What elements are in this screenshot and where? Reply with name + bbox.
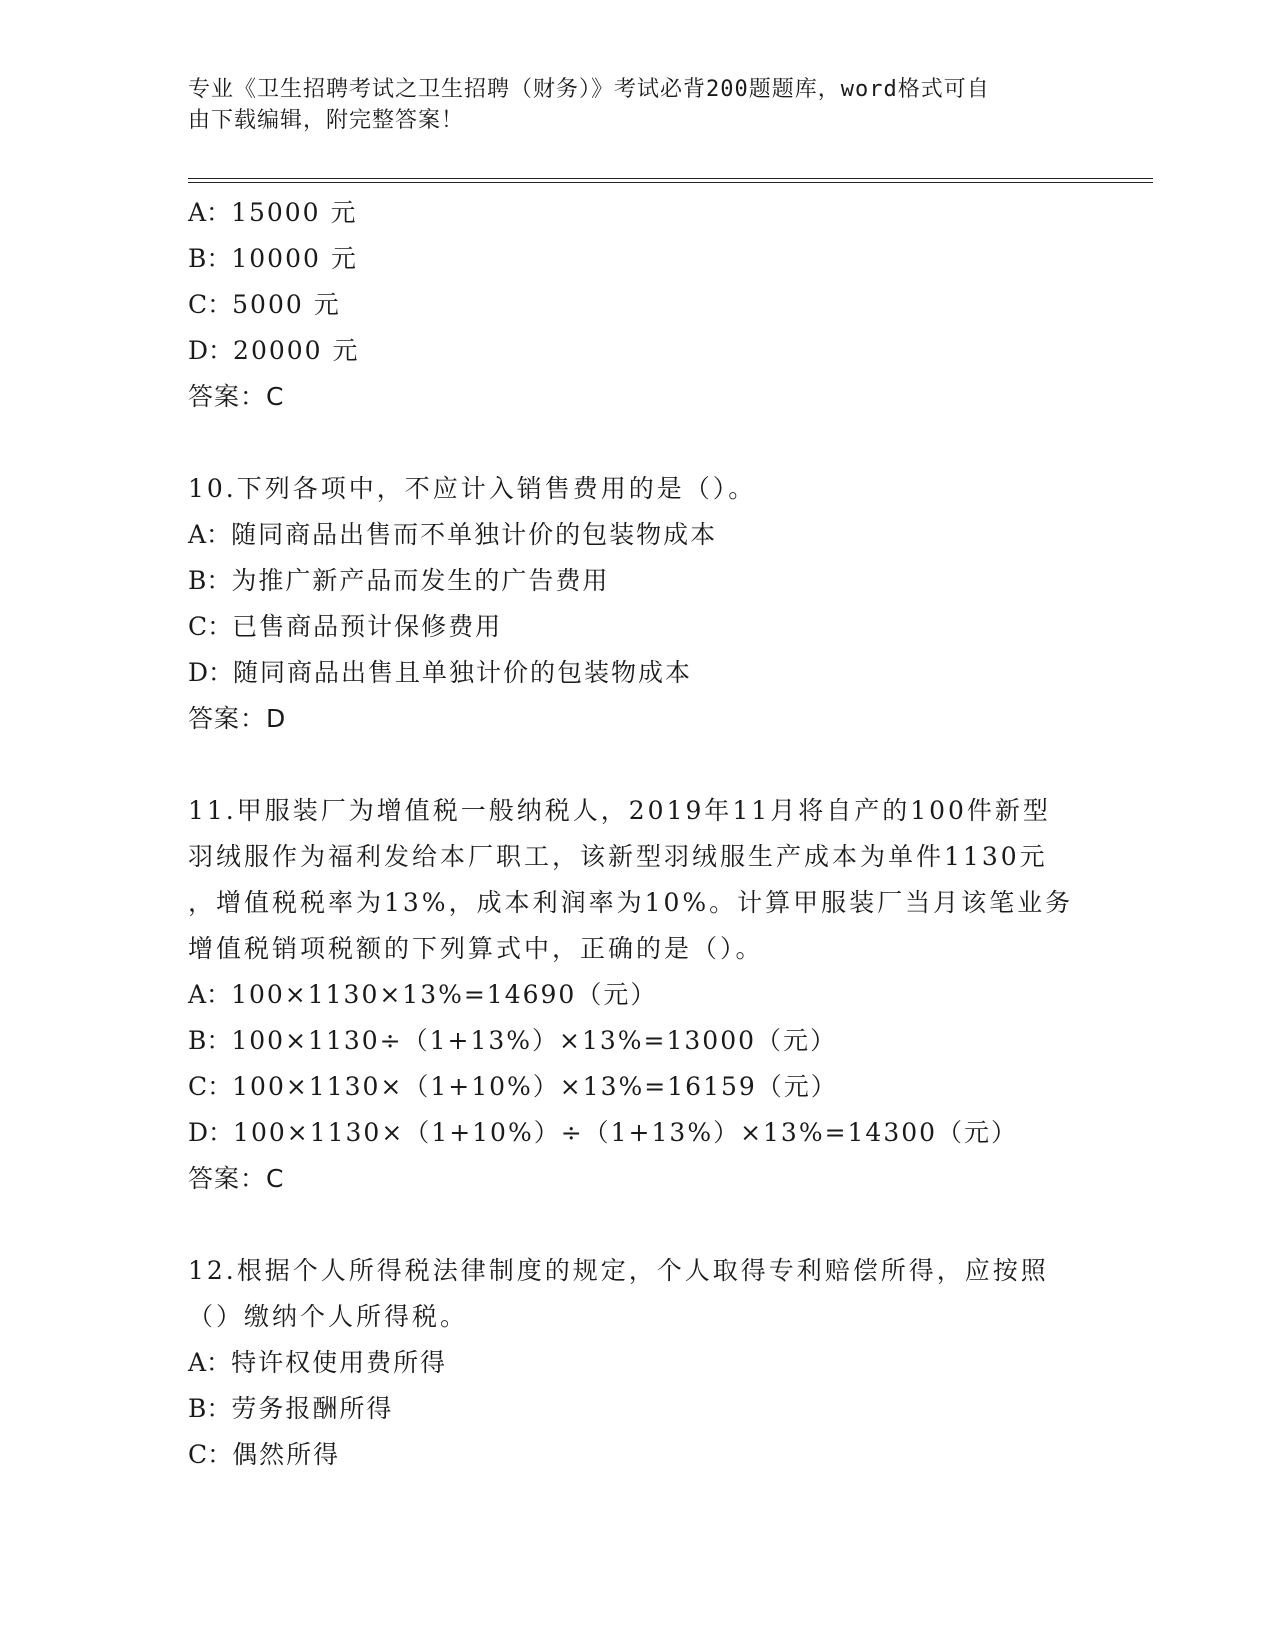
option-c: C：已售商品预计保修费用 <box>188 612 503 641</box>
option-a: A：15000 元 <box>188 198 358 227</box>
option-b: B：100×1130÷（1+13%）×13%=13000（元） <box>188 1026 838 1055</box>
spacer <box>188 420 1088 466</box>
option-d: D：随同商品出售且单独计价的包装物成本 <box>188 658 693 687</box>
question-stem-line: 羽绒服作为福利发给本厂职工，该新型羽绒服生产成本为单件1130元 <box>188 842 1048 871</box>
header-divider-top <box>188 178 1153 179</box>
question-stem-line: 12.根据个人所得税法律制度的规定，个人取得专利赔偿所得，应按照 <box>188 1256 1049 1285</box>
option-b: B：10000 元 <box>188 244 358 273</box>
option-c: C：100×1130×（1+10%）×13%=16159（元） <box>188 1072 838 1101</box>
option-a: A：100×1130×13%=14690（元） <box>188 980 658 1009</box>
answer: 答案：D <box>188 704 287 733</box>
header-divider-bottom <box>188 182 1153 183</box>
question-12 <box>188 1248 1088 1478</box>
option-a: A：特许权使用费所得 <box>188 1348 448 1377</box>
answer: 答案：C <box>188 382 285 411</box>
option-a: A：随同商品出售而不单独计价的包装物成本 <box>188 520 718 549</box>
option-b: B：劳务报酬所得 <box>188 1394 394 1423</box>
question-11 <box>188 788 1088 1202</box>
question-stem-line: 增值税销项税额的下列算式中，正确的是（）。 <box>188 934 764 963</box>
option-d: D：20000 元 <box>188 336 360 365</box>
question-content <box>188 190 1088 1478</box>
document-header <box>188 74 1088 136</box>
header-line-2: 由下载编辑，附完整答案！ <box>188 108 465 133</box>
option-c: C：5000 元 <box>188 290 341 319</box>
question-stem: 10.下列各项中，不应计入销售费用的是（）。 <box>188 474 757 503</box>
option-b: B：为推广新产品而发生的广告费用 <box>188 566 610 595</box>
question-stem-line: ，增值税税率为13%，成本利润率为10%。计算甲服装厂当月该笔业务 <box>188 888 1074 917</box>
option-d: D：100×1130×（1+10%）÷（1+13%）×13%=14300（元） <box>188 1118 1019 1147</box>
spacer <box>188 742 1088 788</box>
option-c: C：偶然所得 <box>188 1440 341 1469</box>
answer: 答案：C <box>188 1164 285 1193</box>
spacer <box>188 1202 1088 1248</box>
question-9-continued <box>188 190 1088 420</box>
question-stem-line: （）缴纳个人所得税。 <box>188 1302 469 1331</box>
header-line-1: 专业《卫生招聘考试之卫生招聘（财务）》考试必背200题题库，word格式可自 <box>188 77 990 102</box>
question-10 <box>188 466 1088 742</box>
question-stem-line: 11.甲服装厂为增值税一般纳税人，2019年11月将自产的100件新型 <box>188 796 1051 825</box>
